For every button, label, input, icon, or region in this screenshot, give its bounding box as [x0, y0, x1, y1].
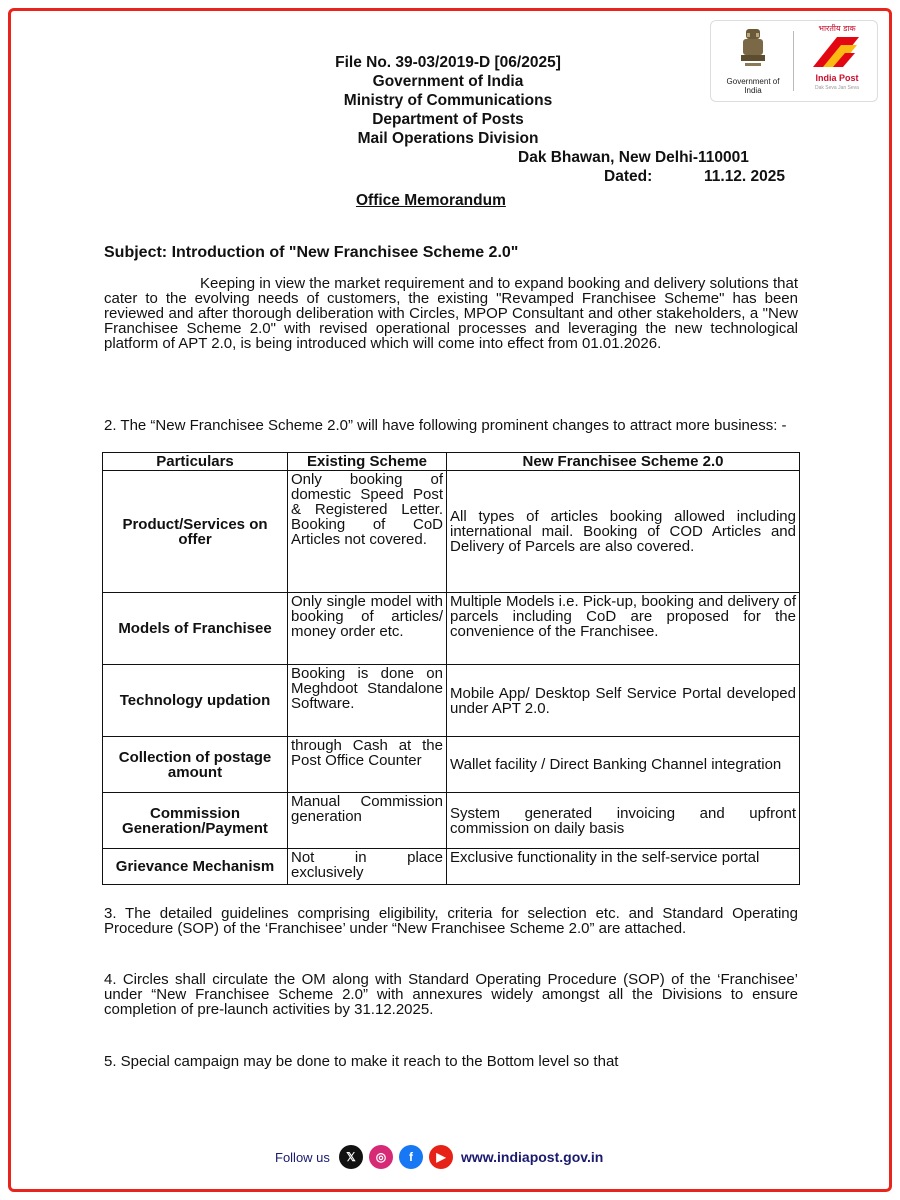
indiapost-hindi-text: भारतीय डाक — [818, 24, 856, 33]
paragraph-5: 5. Special campaign may be done to make it reach to the Bottom level so that — [104, 1053, 619, 1070]
x-icon[interactable] — [339, 1145, 363, 1169]
table-header: Particulars — [103, 453, 288, 471]
facebook-icon[interactable] — [399, 1145, 423, 1169]
cell-new: All types of articles booking allowed including international mail. Booking of COD Articles and Delivery of Parcels are also covered. — [447, 471, 800, 593]
youtube-icon[interactable] — [429, 1145, 453, 1169]
table-header-row — [103, 453, 800, 471]
table-row — [103, 593, 800, 665]
x-glyph: 𝕏 — [346, 1150, 356, 1164]
table-row — [103, 665, 800, 737]
header-place: Dak Bhawan, New Delhi-110001 — [518, 149, 749, 166]
cell-existing: Not in place exclusively — [288, 849, 447, 885]
cell-new: System generated invoicing and upfront commission on daily basis — [447, 793, 800, 849]
dated-label: Dated: — [604, 168, 653, 185]
header-division: Mail Operations Division — [357, 130, 539, 147]
table-row — [103, 793, 800, 849]
cell-existing: through Cash at the Post Office Counter — [288, 737, 447, 793]
facebook-glyph: f — [409, 1150, 413, 1164]
instagram-glyph: ◎ — [375, 1150, 387, 1164]
cell-existing: Booking is done on Meghdoot Standalone Software. — [288, 665, 447, 737]
cell-new: Wallet facility / Direct Banking Channel integration — [447, 737, 800, 793]
cell-particular: Grievance Mechanism — [103, 849, 288, 885]
instagram-icon[interactable] — [369, 1145, 393, 1169]
file-number: File No. 39-03/2019-D [06/2025] — [335, 54, 561, 71]
cell-particular: Commission Generation/Payment — [103, 793, 288, 849]
cell-new: Mobile App/ Desktop Self Service Portal developed under APT 2.0. — [447, 665, 800, 737]
table-row — [103, 737, 800, 793]
header-ministry: Ministry of Communications — [343, 92, 553, 109]
cell-new: Exclusive functionality in the self-service portal — [447, 849, 800, 885]
cell-particular: Models of Franchisee — [103, 593, 288, 665]
cell-particular: Collection of postage amount — [103, 737, 288, 793]
dated-value: 11.12. 2025 — [704, 168, 786, 185]
comparison-table — [102, 452, 800, 885]
paragraph-4: 4. Circles shall circulate the OM along with Standard Operating Procedure (SOP) of the ‘Franchisee’ under “New Franchisee Scheme 2.0” with annexures widely amongst all the Divisions to ensure completion of pre-launch activities by 31.12.2025. — [104, 971, 798, 1018]
youtube-glyph: ▶ — [436, 1150, 446, 1164]
website-link[interactable]: www.indiapost.gov.in — [461, 1149, 604, 1165]
paragraph-1: Keeping in view the market requirement and to expand booking and delivery solutions that cater to the evolving needs of customers, the existing "Revamped Franchisee Scheme" has been reviewed and after thorough deliberation with Circles, MPOP Consultant and other stakeholders, a "New Franchisee Scheme 2.0" with revised operational processes and leveraging the new technological platform of APT 2.0, is being introduced which will come into effect from 01.01.2026. — [104, 275, 798, 352]
follow-us-label: Follow us — [275, 1150, 330, 1165]
goi-label: Government of India — [726, 77, 780, 95]
header-department: Department of Posts — [372, 111, 524, 128]
indiapost-label: India Post — [815, 73, 859, 83]
cell-particular: Product/Services on offer — [103, 471, 288, 593]
table-header: New Franchisee Scheme 2.0 — [447, 453, 800, 471]
memo-title: Office Memorandum — [356, 192, 506, 209]
table-header: Existing Scheme — [288, 453, 447, 471]
cell-existing: Only booking of domestic Speed Post & Registered Letter. Booking of CoD Articles not covered. — [288, 471, 447, 593]
table-row — [103, 849, 800, 885]
paragraph-2: 2. The “New Franchisee Scheme 2.0” will have following prominent changes to attract more business: - — [104, 417, 787, 434]
subject-line: Subject: Introduction of "New Franchisee Scheme 2.0" — [104, 244, 519, 261]
paragraph-3: 3. The detailed guidelines comprising eligibility, criteria for selection etc. and Standard Operating Procedure (SOP) of the ‘Franchisee’ under “New Franchisee Scheme 2.0” are attached. — [104, 905, 798, 937]
cell-existing: Only single model with booking of articles/ money order etc. — [288, 593, 447, 665]
footer — [275, 1144, 655, 1170]
indiapost-tagline: Dak Seva Jan Seva — [815, 85, 859, 91]
header-government: Government of India — [372, 73, 524, 90]
cell-particular: Technology updation — [103, 665, 288, 737]
table-row — [103, 471, 800, 593]
cell-existing: Manual Commission generation — [288, 793, 447, 849]
india-post-logo-icon — [807, 27, 865, 71]
cell-new: Multiple Models i.e. Pick-up, booking and delivery of parcels including CoD are proposed for the convenience of the Franchisee. — [447, 593, 800, 665]
